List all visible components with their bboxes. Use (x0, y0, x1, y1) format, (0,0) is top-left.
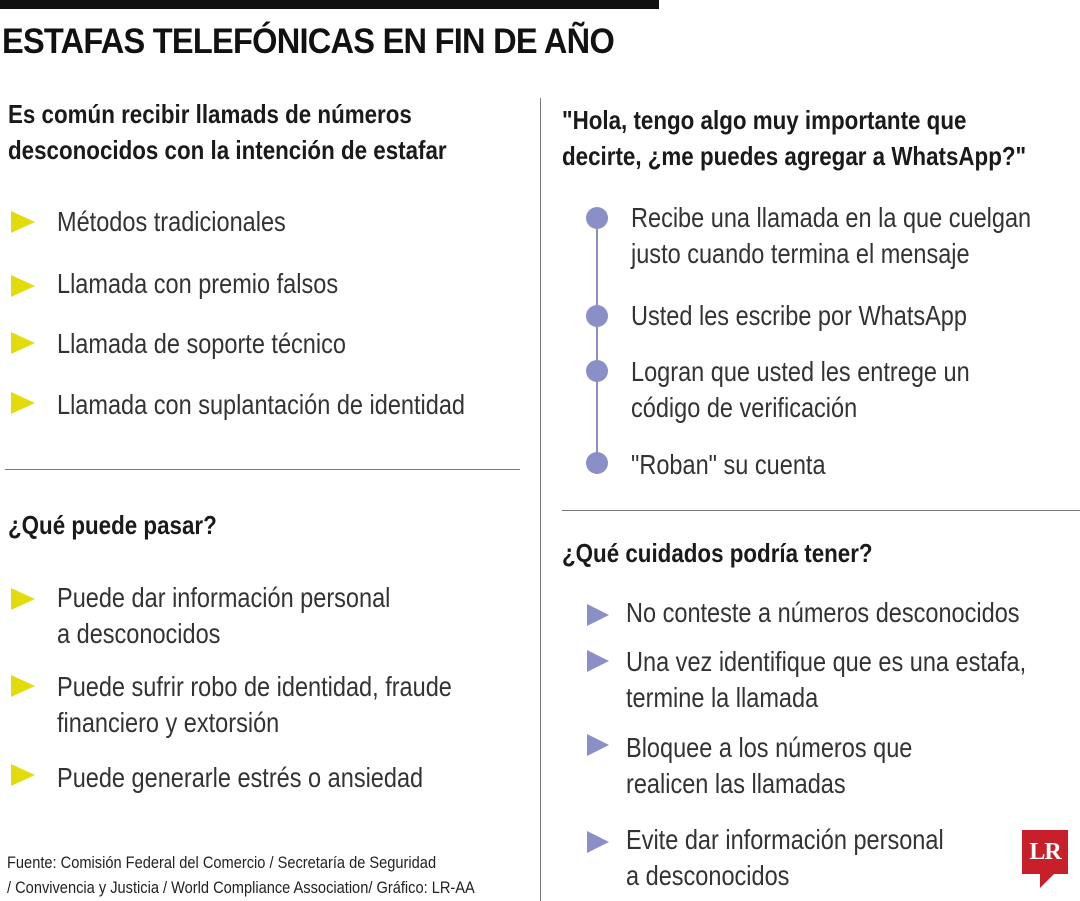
source-line: / Convivencia y Justicia / World Compliance Association/ Gráfico: LR-AA (7, 878, 475, 897)
scam-step-line: Logran que usted les entrege un (631, 356, 970, 387)
precaution-line: Evite dar información personal (626, 824, 944, 855)
precaution-item (626, 822, 944, 894)
timeline-line (596, 218, 598, 464)
triangle-bullet-icon (11, 392, 35, 414)
vertical-divider (540, 98, 541, 901)
consequence-line: Puede dar información personal (57, 582, 391, 613)
triangle-bullet-icon (587, 650, 609, 672)
triangle-bullet-icon (587, 734, 609, 756)
triangle-bullet-icon (11, 211, 35, 233)
timeline-dot-icon (586, 207, 608, 229)
precaution-item (626, 644, 1026, 716)
method-item: Métodos tradicionales (57, 206, 286, 237)
timeline-dot-icon (586, 452, 608, 474)
precaution-line: a desconocidos (626, 860, 790, 891)
consequence-line: Puede generarle estrés o ansiedad (57, 762, 424, 793)
left-divider (5, 469, 520, 470)
scam-step-line: Usted les escribe por WhatsApp (631, 300, 967, 331)
triangle-bullet-icon (11, 675, 35, 697)
precaution-line: realicen las llamadas (626, 768, 846, 799)
precaution-line: Una vez identifique que es una estafa, (626, 646, 1027, 677)
scam-step-line: justo cuando termina el mensaje (631, 238, 970, 269)
lr-logo-tail (1040, 874, 1054, 888)
method-item: Llamada de soporte técnico (57, 328, 346, 359)
lr-logo: LR (1022, 830, 1068, 874)
scam-step-line: Recibe una llamada en la que cuelgan (631, 202, 1032, 233)
precaution-item (626, 595, 1020, 631)
intro-heading (8, 96, 447, 168)
triangle-bullet-icon (11, 588, 35, 610)
page-title: ESTAFAS TELEFÓNICAS EN FIN DE AÑO (2, 22, 615, 61)
timeline-dot-icon (586, 305, 608, 327)
consequence-item (57, 669, 452, 741)
triangle-bullet-icon (11, 332, 35, 354)
triangle-bullet-icon (587, 604, 609, 626)
scam-step-line: "Roban" su cuenta (631, 449, 826, 480)
consequence-item (57, 580, 390, 652)
quote-heading-line: decirte, ¿me puedes agregar a WhatsApp?" (562, 141, 1027, 171)
triangle-bullet-icon (11, 764, 35, 786)
precaution-line: termine la llamada (626, 682, 819, 713)
precaution-item (626, 730, 912, 802)
consequences-heading: ¿Qué puede pasar? (8, 510, 217, 540)
triangle-bullet-icon (11, 275, 35, 297)
precautions-heading: ¿Qué cuidados podría tener? (562, 538, 873, 568)
intro-heading-line: desconocidos con la intención de estafar (8, 135, 447, 165)
top-bar (0, 0, 659, 9)
method-item: Llamada con suplantación de identidad (57, 389, 465, 420)
scam-step (631, 298, 967, 334)
quote-heading-line: "Hola, tengo algo muy importante que (562, 105, 967, 135)
precaution-line: No conteste a números desconocidos (626, 597, 1020, 628)
consequence-line: Puede sufrir robo de identidad, fraude (57, 671, 452, 702)
scam-step-line: código de verificación (631, 392, 858, 423)
scam-step (631, 447, 826, 483)
intro-heading-line: Es común recibir llamads de números (8, 99, 412, 129)
consequence-item (57, 760, 423, 796)
method-item: Llamada con premio falsos (57, 268, 339, 299)
scam-step (631, 354, 970, 426)
precaution-line: Bloquee a los números que (626, 732, 913, 763)
source-line: Fuente: Comisión Federal del Comercio / Secretaría de Seguridad (7, 853, 437, 872)
triangle-bullet-icon (587, 831, 609, 853)
source-credit (7, 850, 475, 900)
quote-heading (562, 102, 1026, 174)
timeline-dot-icon (586, 360, 608, 382)
right-divider (562, 510, 1080, 511)
consequence-line: financiero y extorsión (57, 707, 280, 738)
scam-step (631, 200, 1031, 272)
consequence-line: a desconocidos (57, 618, 221, 649)
